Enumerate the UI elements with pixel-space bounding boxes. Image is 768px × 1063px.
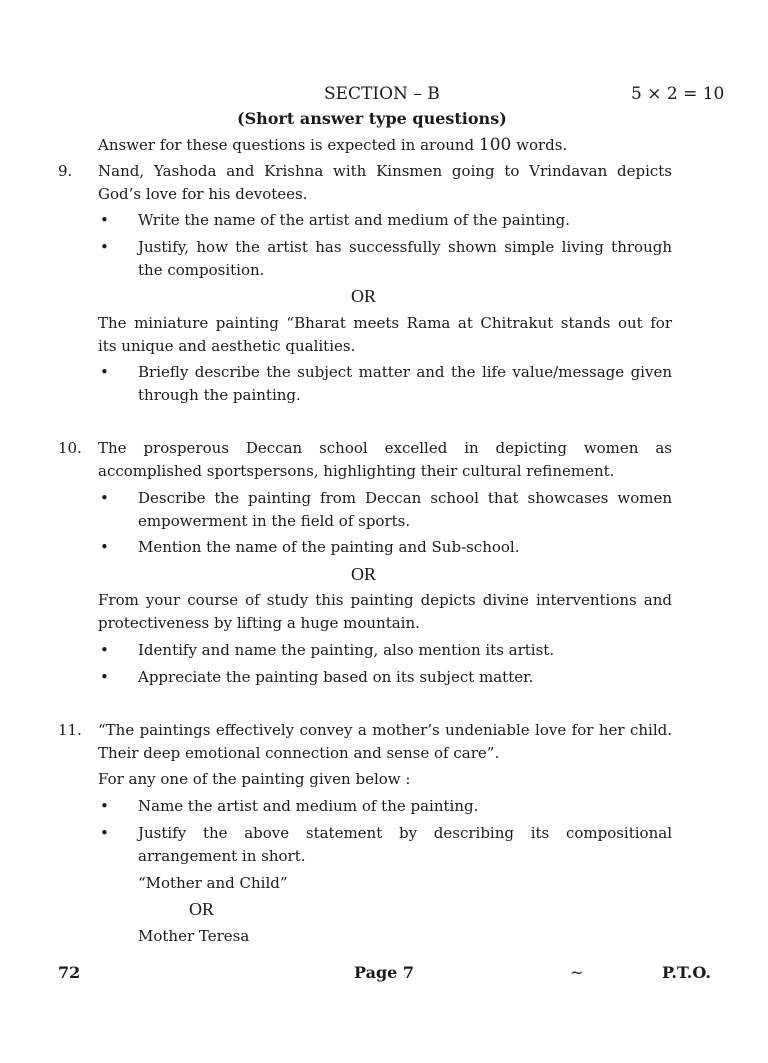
q10-bullet-1-line2: empowerment in the field of sports. <box>138 512 411 530</box>
q9-text-line2: God’s love for his devotees. <box>98 185 308 203</box>
bullet-icon: • <box>100 668 109 686</box>
instruction-word-count: 100 <box>478 135 512 155</box>
q9-alt-text-line2: its unique and aesthetic qualities. <box>98 337 356 355</box>
q11-text-line1: “The paintings effectively convey a mother’s undeniable love for her child. <box>98 721 672 739</box>
q10-text-line1: The prosperous Deccan school excelled in depicting women as <box>98 439 672 457</box>
section-marks: 5 × 2 = 10 <box>631 84 725 104</box>
question-number-9: 9. <box>58 162 73 180</box>
q11-option-1: “Mother and Child” <box>138 874 288 892</box>
q9-bullet-2-line1: Justify, how the artist has successfully shown simple living through <box>138 238 672 256</box>
q9-bullet-1: Write the name of the artist and medium of the painting. <box>138 211 570 229</box>
q10-or-divider: OR <box>351 564 377 584</box>
q9-alt-text-line1: The miniature painting “Bharat meets Rama at Chitrakut stands out for <box>98 314 672 332</box>
question-number-10: 10. <box>58 439 82 457</box>
q10-alt-bullet-2: Appreciate the painting based on its subject matter. <box>138 668 534 686</box>
pto-label: P.T.O. <box>662 963 711 982</box>
page-number: Page 7 <box>354 963 415 982</box>
q11-text-line2: Their deep emotional connection and sense of care”. <box>98 744 500 762</box>
tilde-mark: ~ <box>570 963 584 982</box>
q10-bullet-1-line1: Describe the painting from Deccan school that showcases women <box>138 489 672 507</box>
q11-bullet-2-line1: Justify the above statement by describing its compositional <box>138 824 672 842</box>
instruction-text-end: words. <box>511 136 568 154</box>
section-subtitle: (Short answer type questions) <box>237 109 507 128</box>
q10-alt-bullet-1: Identify and name the painting, also mention its artist. <box>138 641 555 659</box>
instruction-text: Answer for these questions is expected in around <box>98 136 479 154</box>
bullet-icon: • <box>100 363 109 381</box>
q11-bullet-1: Name the artist and medium of the painting. <box>138 797 479 815</box>
q9-or-divider: OR <box>351 286 377 306</box>
section-title: SECTION – B <box>324 84 440 104</box>
q10-alt-text-line1: From your course of study this painting depicts divine interventions and <box>98 591 672 609</box>
q9-alt-bullet-1-line2: through the painting. <box>138 386 301 404</box>
q10-bullet-2: Mention the name of the painting and Sub-school. <box>138 538 520 556</box>
q9-text-line1: Nand, Yashoda and Krishna with Kinsmen going to Vrindavan depicts <box>98 162 672 180</box>
q11-or-divider: OR <box>189 899 215 919</box>
q11-option-2: Mother Teresa <box>138 927 250 945</box>
bullet-icon: • <box>100 238 109 256</box>
bullet-icon: • <box>100 641 109 659</box>
q10-text-line2: accomplished sportspersons, highlighting their cultural refinement. <box>98 462 615 480</box>
bullet-icon: • <box>100 489 109 507</box>
q10-alt-text-line2: protectiveness by lifting a huge mountain. <box>98 614 420 632</box>
paper-code: 72 <box>58 963 81 982</box>
bullet-icon: • <box>100 797 109 815</box>
q11-text-line3: For any one of the painting given below : <box>98 770 411 788</box>
q9-alt-bullet-1-line1: Briefly describe the subject matter and the life value/message given <box>138 363 672 381</box>
section-instruction <box>98 135 567 155</box>
question-number-11: 11. <box>58 721 82 739</box>
bullet-icon: • <box>100 538 109 556</box>
q9-bullet-2-line2: the composition. <box>138 261 265 279</box>
q11-bullet-2-line2: arrangement in short. <box>138 847 306 865</box>
bullet-icon: • <box>100 824 109 842</box>
bullet-icon: • <box>100 211 109 229</box>
